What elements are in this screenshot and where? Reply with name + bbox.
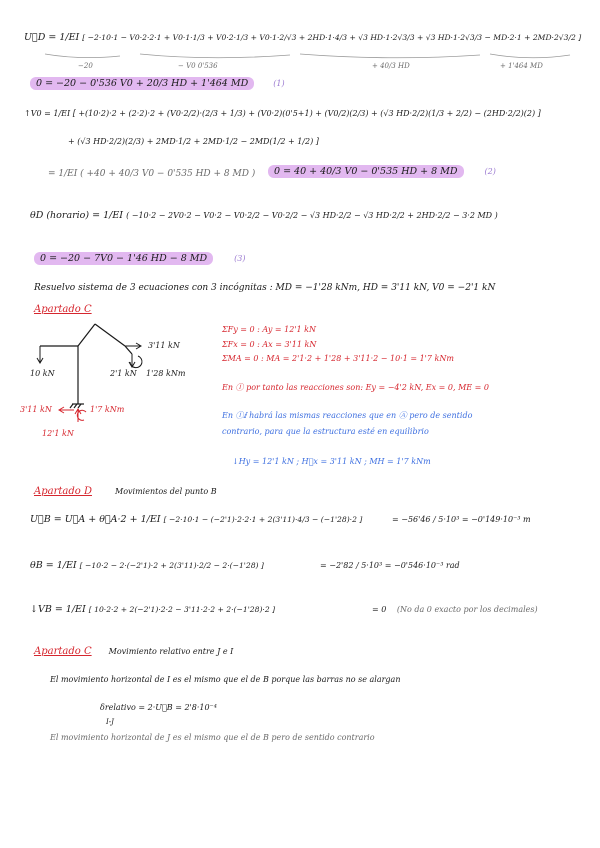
eq3: [30, 210, 498, 222]
thb-lhs: θB = 1/EI: [30, 560, 77, 571]
red-note: En Ⓘ por tanto las reacciones son: Ey = −4'2 kN, Ex = 0, ME = 0: [222, 383, 490, 392]
eq1-tag: (1): [273, 79, 285, 88]
blue-note-1: En Ⓘⅈ habrá las mismas reacciones que en Ⓐ pero de sentido: [222, 411, 473, 420]
load-128: 1'28 kNm: [146, 369, 186, 378]
ub-eq: [30, 514, 362, 526]
eq3-lhs: θD (horario) = 1/EI: [30, 210, 124, 221]
eq2-line3: = 1/EI ( +40 + 40/3 V0 − 0'535 HD + 8 MD ): [48, 169, 256, 179]
blue-results: ↓Hy = 12'1 kN ; H⃗x = 3'11 kN ; MH = 1'7 kNm: [232, 457, 431, 466]
final-1: El movimiento horizontal de I es el mismo que el de B porque las barras no se alargan: [50, 675, 401, 684]
ub-lhs: U⃗B = U⃗A + θ⃗A·2 + 1/EI: [30, 514, 161, 525]
section-e-row: [34, 646, 233, 658]
vb-result-value: = 0: [372, 605, 387, 614]
section-d-title: Movimientos del punto B: [115, 487, 217, 496]
underbraces: [40, 52, 580, 62]
section-e-heading: Apartado C: [34, 646, 92, 657]
sum-ma: ΣMA = 0 : MA = 2'1·2 + 1'28 + 3'11·2 − 10·1 = 1'7 kNm: [222, 354, 454, 363]
blue-note-2: contrario, para que la estructura esté en equilibrio: [222, 427, 429, 436]
section-d-heading: Apartado D: [34, 486, 92, 497]
vb-note: (No da 0 exacto por los decimales): [396, 605, 538, 614]
load-21: 2'1 kN: [110, 369, 137, 378]
eq3-tag: (3): [234, 254, 246, 263]
sum-fy: ΣFy = 0 : Ay = 12'1 kN: [222, 325, 317, 334]
eq1: [30, 78, 285, 90]
eq-top-expr: [ −2·10·1 − V0·2·2·1 + V0·1·1/3 + V0·2·1/3 + V0·1·2/√3 + 2HD·1·4/3 + √3 HD·1·2√3/3 + √3 HD·1·2√3/3 − MD·2·1 + 2MD·2√3/2 ]: [82, 33, 582, 42]
vb-result: [372, 604, 538, 616]
eq3-highlight: 0 = −20 − 7V0 − 1'46 HD − 8 MD: [34, 252, 213, 265]
react-17: 1'7 kNm: [90, 405, 125, 414]
eq2-hl-row: [268, 166, 496, 178]
under-4: + 1'464 MD: [500, 62, 543, 70]
vb-eq: [30, 604, 275, 616]
under-1: −20: [78, 62, 93, 70]
ub-result: = −56'46 / 5·10³ = −0'149·10⁻³ m: [392, 515, 531, 524]
eq2-highlight: 0 = 40 + 40/3 V0 − 0'535 HD + 8 MD: [268, 165, 464, 178]
under-3: + 40/3 HD: [372, 62, 410, 70]
final-2-sub: I-J: [106, 718, 114, 726]
eq3-hl-row: [34, 253, 246, 265]
structure-diagram: [20, 318, 210, 443]
thb-expr: [ −10·2 − 2·(−2'1)·2 + 2(3'11)·2/2 − 2·(−1'28) ]: [79, 561, 264, 570]
react-311: 3'11 kN: [20, 405, 52, 414]
eq-top: [24, 32, 581, 44]
eq2-line2: + (√3 HD·2/2)(2/3) + 2MD·1/2 + 2MD·1/2 − 2MD(1/2 + 1/2) ]: [68, 137, 319, 146]
solve-line: Resuelvo sistema de 3 ecuaciones con 3 incógnitas : MD = −1'28 kNm, HD = 3'11 kN, V0 = −2'1 kN: [34, 283, 496, 293]
eq-top-lhs: U⃗D = 1/EI: [24, 32, 80, 43]
final-3: El movimiento horizontal de J es el mismo que el de B pero de sentido contrario: [50, 733, 375, 742]
load-10: 10 kN: [30, 369, 55, 378]
section-c-heading: Apartado C: [34, 304, 92, 315]
section-e-title: Movimiento relativo entre J e I: [108, 647, 234, 656]
under-2: − V0 0'536: [178, 62, 218, 70]
sum-fx: ΣFx = 0 : Ax = 3'11 kN: [222, 340, 317, 349]
thb-result: = −2'82 / 5·10³ = −0'546·10⁻³ rad: [320, 561, 460, 570]
vb-lhs: ↓VB = 1/EI: [30, 604, 86, 615]
section-d-row: [34, 486, 217, 498]
thb-eq: [30, 560, 264, 572]
load-311-top: 3'11 kN: [148, 341, 180, 350]
vb-expr: [ 10·2·2 + 2(−2'1)·2·2 − 3'11·2·2 + 2·(−1'28)·2 ]: [88, 605, 276, 614]
eq2-tag: (2): [484, 167, 496, 176]
ub-expr: [ −2·10·1 − (−2'1)·2·2·1 + 2(3'11)·4/3 − (−1'28)·2 ]: [163, 515, 363, 524]
react-121: 12'1 kN: [42, 429, 74, 438]
eq3-expr: ( −10·2 − 2V0·2 − V0·2 − V0·2/2 − V0·2/2 − √3 HD·2/2 − √3 HD·2/2 + 2HD·2/2 − 3·2 MD ): [126, 211, 498, 220]
eq1-highlight: 0 = −20 − 0'536 V0 + 20/3 HD + 1'464 MD: [30, 77, 254, 90]
final-2: δrelativo = 2·U⃗B = 2'8·10⁻⁴: [100, 703, 217, 712]
eq2-line1: ↑V0 = 1/EI [ +(10·2)·2 + (2·2)·2 + (V0·2/2)·(2/3 + 1/3) + (V0·2)(0'5+1) + (V0/2)(2/3) + (√3 HD·2/2)(1/3 + 2/2) − (2HD·2/2)(2) ]: [24, 109, 541, 118]
